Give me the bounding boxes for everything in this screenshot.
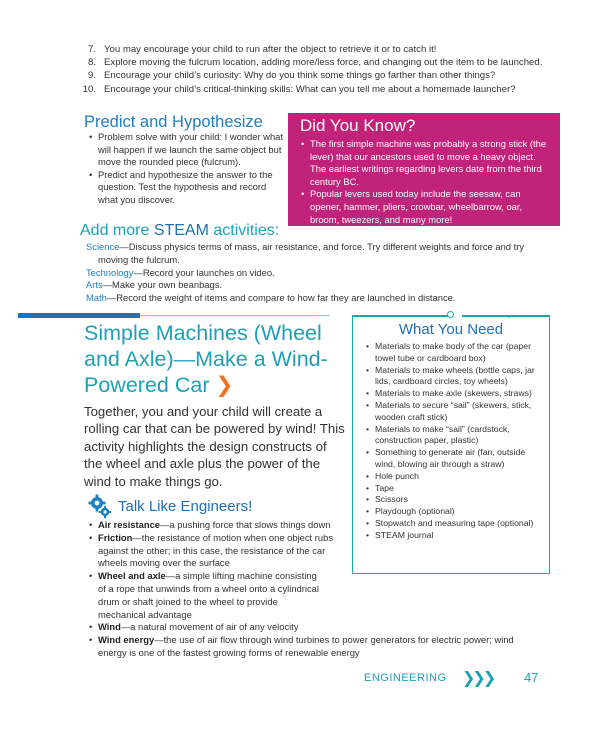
term-item: • Air resistance—a pushing force that slows things down bbox=[88, 519, 350, 532]
steam-activities bbox=[86, 241, 576, 305]
term-item: • Friction—the resistance of motion when one object rubs against the other; in this case, the resistance of the car wheels moving over the surface bbox=[88, 532, 350, 570]
what-you-need-list bbox=[353, 341, 549, 542]
predict-heading: Predict and Hypothesize bbox=[84, 113, 263, 131]
did-you-know-heading: Did You Know? bbox=[300, 116, 416, 135]
predict-item: • Problem solve with your child: I wonder what will happen if we launch the same object but move the rounded piece (fulcrum). bbox=[88, 131, 284, 169]
step-item: 10. Encourage your child’s critical-thinking skills: What can you tell me about a homemade launcher? bbox=[82, 83, 516, 95]
steam-item-math: Math—Record the weight of items and compare to how far they are launched in distance. bbox=[86, 292, 456, 304]
did-you-know-box bbox=[288, 113, 560, 226]
steam-heading: Add more STEAM activities: bbox=[80, 222, 280, 239]
did-you-know-item: • Popular levers used today include the seesaw, can opener, hammer, pliers, crowbar, wheelbarrow, oar, broom, tweezers, and many more! bbox=[300, 188, 550, 226]
talk-terms bbox=[88, 519, 538, 660]
steam-item-arts: Arts—Make your own beanbags. bbox=[86, 279, 223, 291]
list-item: • Materials to make “sail” (cardstock, construction paper, plastic) bbox=[365, 424, 543, 448]
steam-item-technology: Technology—Record your launches on video. bbox=[86, 266, 275, 278]
term-item: • Wheel and axle—a simple lifting machine consisting of a rope that unwinds from a wheel onto a cylindrical drum or shaft joined to the wheel to provide mechanical advantage bbox=[88, 570, 324, 621]
list-item: • Playdough (optional) bbox=[365, 506, 543, 518]
list-item: • Materials to make body of the car (paper towel tube or cardboard box) bbox=[365, 341, 543, 365]
activity-intro: Together, you and your child will create a rolling car that can be powered by wind! This activity highlights the design constructs of the wheel and axle plus the power of the wind to make things go. bbox=[84, 404, 345, 489]
steps-list bbox=[80, 43, 580, 96]
steam-item-science-cont: moving the fulcrum. bbox=[98, 253, 180, 265]
list-item: • Materials to secure “sail” (skewers, stick, wooden craft stick) bbox=[365, 400, 543, 424]
section-divider-bar bbox=[18, 313, 140, 318]
did-you-know-item: • The first simple machine was probably a strong stick (the lever) that our ancestors used to move a heavy object. The earliest writings regarding levers date from the third century BC. bbox=[300, 138, 550, 188]
step-item: 9. Encourage your child’s curiosity: Why do you think some things go farther than other things? bbox=[87, 70, 496, 82]
activity-title: Simple Machines (Wheel and Axle)—Make a Wind-Powered Car ❯ bbox=[84, 321, 328, 397]
step-item: 8. Explore moving the fulcrum location, adding more/less force, and changing out the item to be launched. bbox=[87, 57, 543, 69]
term-item: • Wind energy—the use of air flow through wind turbines to power generators for electric power; wind energy is one of the fastest growing forms of renewable energy bbox=[88, 634, 538, 660]
what-you-need-heading: What You Need bbox=[398, 321, 504, 338]
list-item: • Stopwatch and measuring tape (optional) bbox=[365, 518, 543, 530]
list-item: • Hole punch bbox=[365, 471, 543, 483]
chevron-right-icon: ❯ bbox=[215, 373, 234, 397]
predict-item: • Predict and hypothesize the answer to the question. Test the hypothesis and record what you discover. bbox=[88, 169, 284, 207]
term-item: • Wind—a natural movement of air of any velocity bbox=[88, 621, 538, 634]
list-item: • Materials to make axle (skewers, straws) bbox=[365, 388, 543, 400]
footer-section: ENGINEERING bbox=[364, 672, 447, 684]
step-item: 7. You may encourage your child to run after the object to retrieve it or to catch it! bbox=[87, 44, 437, 55]
page-number: 47 bbox=[524, 670, 539, 685]
section-divider-line bbox=[140, 315, 330, 316]
list-item: • Tape bbox=[365, 483, 543, 495]
predict-list bbox=[88, 131, 284, 207]
did-you-know-list bbox=[300, 138, 550, 226]
list-item: • Materials to make wheels (bottle caps, jar lids, cardboard circles, toy wheels) bbox=[365, 365, 543, 389]
talk-heading: Talk Like Engineers! bbox=[118, 498, 253, 515]
list-item: • Scissors bbox=[365, 494, 543, 506]
steam-item-science: Science—Discuss physics terms of mass, air resistance, and force. Try different weights and force and try bbox=[86, 241, 525, 252]
gears-icon bbox=[88, 493, 112, 519]
list-item: • STEAM journal bbox=[365, 530, 543, 542]
list-item: • Something to generate air (fan, outside wind, blowing air through a straw) bbox=[365, 447, 543, 471]
chevrons-right-icon: ❯❯❯ bbox=[462, 670, 494, 687]
arrow-left-icon: ← bbox=[505, 307, 518, 322]
